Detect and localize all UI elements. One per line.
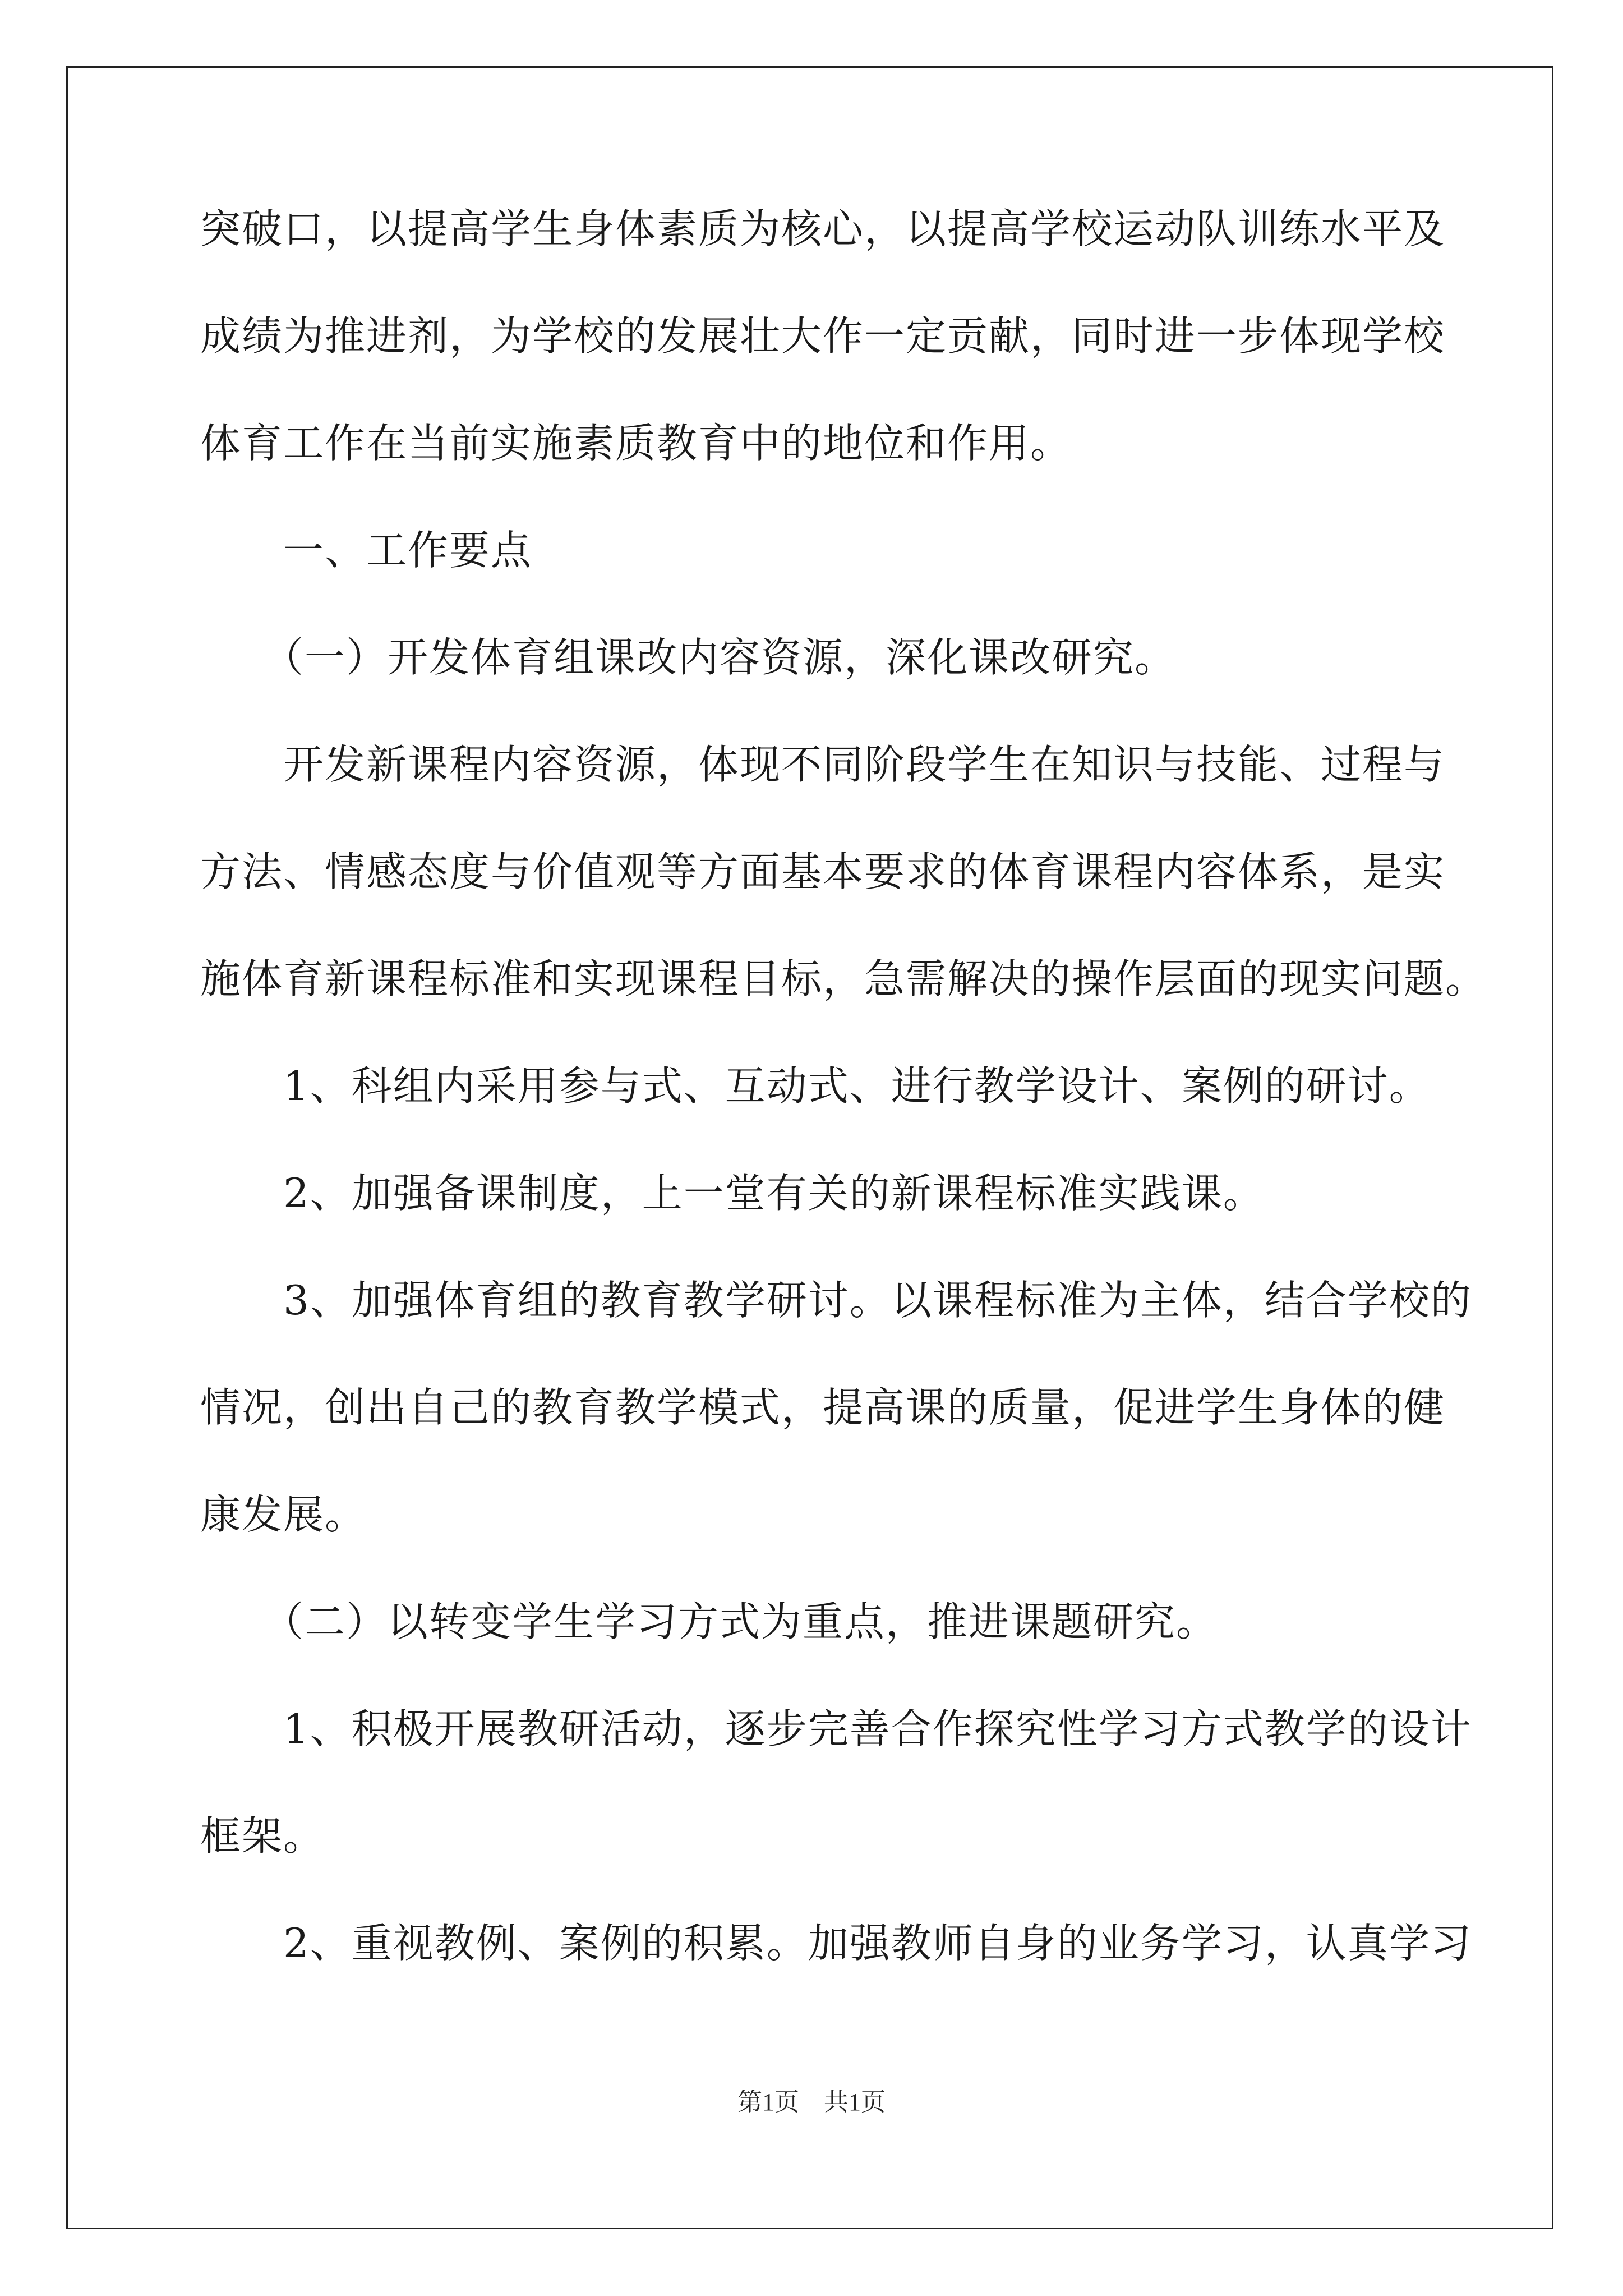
section-heading: 一、工作要点	[200, 527, 533, 574]
text-line: 框架。	[200, 1812, 325, 1860]
text-line: 体育工作在当前实施素质教育中的地位和作用。	[200, 420, 1072, 467]
list-item: 3、加强体育组的教育教学研讨。以课程标准为主体，结合学校的	[200, 1277, 1472, 1324]
text-line: 施体育新课程标准和实现课程目标，急需解决的操作层面的现实问题。	[200, 955, 1487, 1002]
text-line: 成绩为推进剂，为学校的发展壮大作一定贡献，同时进一步体现学校	[200, 312, 1446, 360]
subsection-heading: （二）以转变学生学习方式为重点，推进课题研究。	[200, 1598, 1218, 1645]
text-line: 突破口，以提高学生身体素质为核心，以提高学校运动队训练水平及	[200, 205, 1446, 252]
text-line: 康发展。	[200, 1491, 367, 1538]
list-item: 2、加强备课制度，上一堂有关的新课程标准实践课。	[200, 1170, 1265, 1217]
text-line: 开发新课程内容资源，体现不同阶段学生在知识与技能、过程与	[200, 741, 1446, 788]
page-number-footer: 第1页 共1页	[737, 2088, 886, 2116]
list-item: 2、重视教例、案例的积累。加强教师自身的业务学习，认真学习	[200, 1920, 1472, 1967]
subsection-heading: （一）开发体育组课改内容资源，深化课改研究。	[200, 634, 1177, 681]
page-border	[66, 66, 1553, 2229]
list-item: 1、积极开展教研活动，逐步完善合作探究性学习方式教学的设计	[200, 1705, 1472, 1752]
list-item: 1、科组内采用参与式、互动式、进行教学设计、案例的研讨。	[200, 1062, 1431, 1110]
text-line: 情况，创出自己的教育教学模式，提高课的质量，促进学生身体的健	[200, 1384, 1446, 1431]
text-line: 方法、情感态度与价值观等方面基本要求的体育课程内容体系，是实	[200, 848, 1446, 895]
